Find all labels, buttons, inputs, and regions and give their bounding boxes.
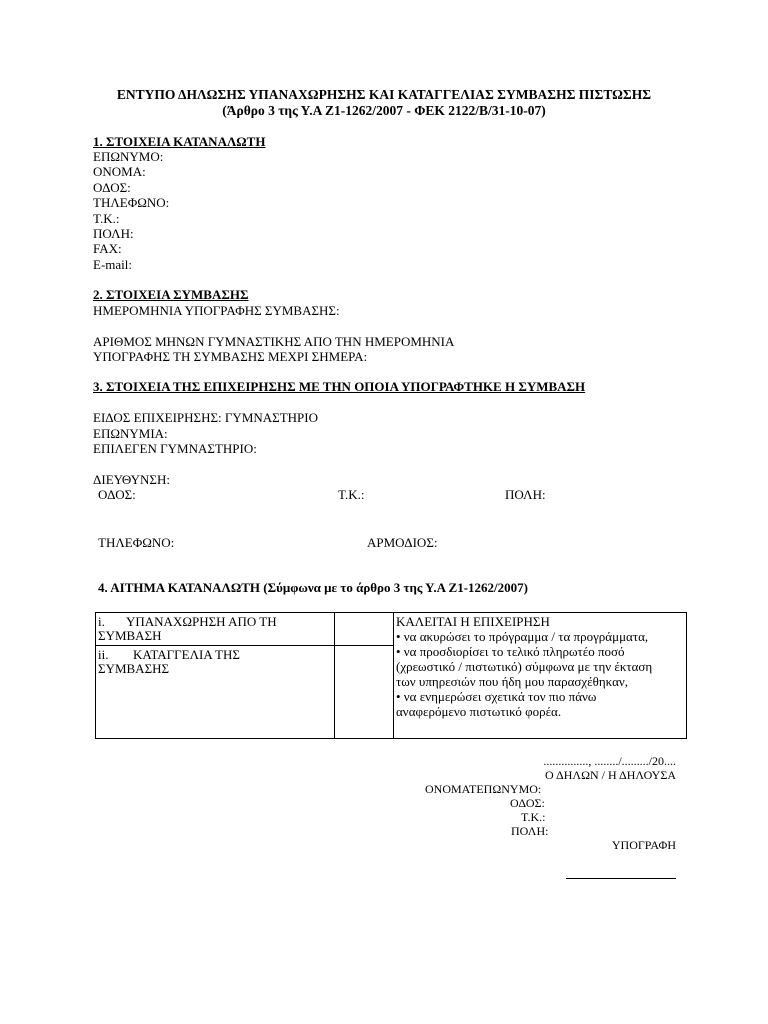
date-line: ..............., ......../........./20.... <box>543 754 676 768</box>
request-withdrawal-number: i. <box>98 614 105 629</box>
signer-fullname-label: ΟΝΟΜΑΤΕΠΩΝΥΜΟ: <box>425 782 542 796</box>
request-termination-label: ΚΑΤΑΓΓΕΛΙΑ ΤΗΣ <box>133 647 240 662</box>
gym-months-label-line1: ΑΡΙΘΜΟΣ ΜΗΝΩΝ ΓΥΜΝΑΣΤΙΚΗΣ ΑΠΟ ΤΗΝ ΗΜΕΡΟΜΗΝΙΑ <box>93 334 455 349</box>
signer-street-label: ΟΔΟΣ: <box>510 796 545 810</box>
declarant-label: Ο ΔΗΛΩΝ / Η ΔΗΛΟΥΣΑ <box>545 768 676 782</box>
request-item-amount-cont2: των υπηρεσιών που ήδη μου παρασχέθηκαν, <box>396 674 629 689</box>
consumer-street-label: ΟΔΟΣ: <box>93 180 131 195</box>
business-street-label: ΟΔΟΣ: <box>98 487 136 502</box>
business-type-label: ΕΙΔΟΣ ΕΠΙΧΕΙΡΗΣΗΣ: ΓΥΜΝΑΣΤΗΡΙΟ <box>93 410 318 425</box>
request-table <box>95 612 687 739</box>
business-name-label: ΕΠΩΝΥΜΙΑ: <box>93 426 168 441</box>
consumer-fax-label: FAX: <box>93 241 122 256</box>
request-item-inform: • να ενημερώσει σχετικά τον πιο πάνω <box>396 689 597 704</box>
request-item-amount-cont: (χρεωστικό / πιστωτικό) σύμφωνα με την έκταση <box>396 659 653 674</box>
consumer-city-label: ΠΟΛΗ: <box>93 226 134 241</box>
gym-months-label-line2: ΥΠΟΓΡΑΦΗΣ ΤΗ ΣΥΜΒΑΣΗΣ ΜΕΧΡΙ ΣΗΜΕΡΑ: <box>93 349 368 364</box>
business-postcode-label: Τ.Κ.: <box>338 487 365 502</box>
consumer-name-label: ΟΝΟΜΑ: <box>93 164 146 179</box>
request-withdrawal-label-line2: ΣΥΜΒΑΣΗ <box>98 628 162 643</box>
business-competent-label: ΑΡΜΟΔΙΟΣ: <box>367 535 438 550</box>
signer-city-label: ΠΟΛΗ: <box>511 824 549 838</box>
chosen-gym-label: ΕΠΙΛΕΓΕΝ ΓΥΜΝΑΣΤΗΡΙΟ: <box>93 441 257 456</box>
consumer-postcode-label: Τ.Κ.: <box>93 211 120 226</box>
table-divider <box>393 613 394 738</box>
consumer-email-label: E-mail: <box>93 257 132 272</box>
section2-heading: 2. ΣΤΟΙΧΕΙΑ ΣΥΜΒΑΣΗΣ <box>93 287 249 302</box>
section4-heading: 4. ΑΙΤΗΜΑ ΚΑΤΑΝΑΛΩΤΗ (Σύμφωνα με το άρθρο 3 της Υ.Α Ζ1-1262/2007) <box>98 580 528 595</box>
signature-line[interactable] <box>566 878 676 879</box>
business-address-label: ΔΙΕΥΘΥΝΣΗ: <box>93 472 170 487</box>
consumer-surname-label: ΕΠΩΝΥΜΟ: <box>93 149 164 164</box>
signature-label: ΥΠΟΓΡΑΦΗ <box>611 838 676 852</box>
form-title: ΕΝΤΥΠΟ ΔΗΛΩΣΗΣ ΥΠΑΝΑΧΩΡΗΣΗΣ ΚΑΙ ΚΑΤΑΓΓΕΛΙΑΣ ΣΥΜΒΑΣΗΣ ΠΙΣΤΩΣΗΣ <box>116 87 652 102</box>
business-called-heading: ΚΑΛΕΙΤΑΙ Η ΕΠΙΧΕΙΡΗΣΗ <box>396 614 550 629</box>
termination-checkbox-cell[interactable] <box>335 646 392 738</box>
form-subtitle: (Άρθρο 3 της Υ.Α Ζ1-1262/2007 - ΦΕΚ 2122/Β/31-10-07) <box>222 103 546 118</box>
request-item-inform-cont: αναφερόμενο πιστωτικό φορέα. <box>396 704 562 719</box>
section1-heading: 1. ΣΤΟΙΧΕΙΑ ΚΑΤΑΝΑΛΩΤΗ <box>93 134 266 149</box>
contract-signing-date-label: ΗΜΕΡΟΜΗΝΙΑ ΥΠΟΓΡΑΦΗΣ ΣΥΜΒΑΣΗΣ: <box>93 303 340 318</box>
withdrawal-checkbox-cell[interactable] <box>335 613 392 645</box>
request-termination-label-line2: ΣΥΜΒΑΣΗΣ <box>98 661 170 676</box>
signer-postcode-label: Τ.Κ.: <box>521 810 546 824</box>
request-item-amount: • να προσδιορίσει το τελικό πληρωτέο ποσό <box>396 644 625 659</box>
consumer-phone-label: ΤΗΛΕΦΩΝΟ: <box>93 195 170 210</box>
request-withdrawal-label: ΥΠΑΝΑΧΩΡΗΣΗ ΑΠΟ ΤΗ <box>126 614 277 629</box>
business-city-label: ΠΟΛΗ: <box>505 487 546 502</box>
request-termination-number: ii. <box>98 647 109 662</box>
section3-heading: 3. ΣΤΟΙΧΕΙΑ ΤΗΣ ΕΠΙΧΕΙΡΗΣΗΣ ΜΕ ΤΗΝ ΟΠΟΙΑ ΥΠΟΓΡΑΦΤΗΚΕ Η ΣΥΜΒΑΣΗ <box>93 379 586 394</box>
business-phone-label: ΤΗΛΕΦΩΝΟ: <box>98 535 175 550</box>
request-item-cancel: • να ακυρώσει το πρόγραμμα / τα προγράμματα, <box>396 629 649 644</box>
